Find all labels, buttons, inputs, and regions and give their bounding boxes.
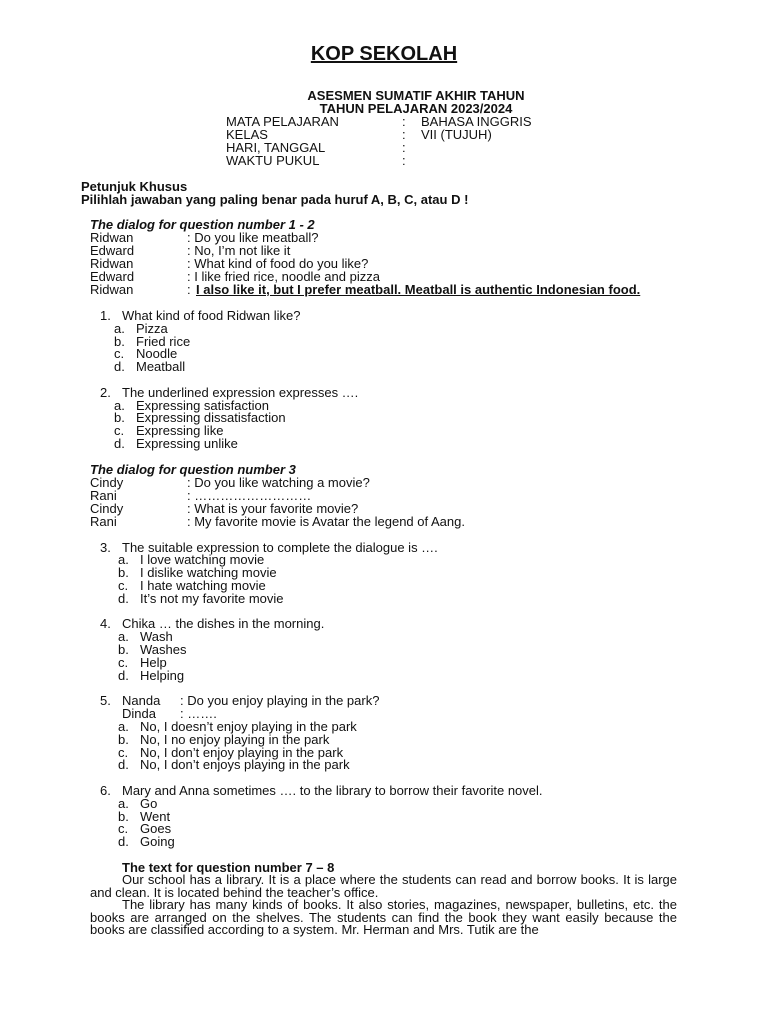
option-letter: b.: [114, 410, 125, 425]
option-text: No, I don’t enjoys playing in the park: [140, 757, 350, 772]
dialog-speaker: Dinda: [122, 706, 156, 721]
info-sep: :: [402, 153, 406, 168]
option-text: No, I no enjoy playing in the park: [140, 732, 330, 747]
info-value-subject: BAHASA INGGRIS: [421, 114, 532, 129]
info-value-class: VII (TUJUH): [421, 127, 492, 142]
question-text: The underlined expression expresses ….: [122, 385, 359, 400]
option-text: Wash: [140, 629, 173, 644]
option-text: Helping: [140, 668, 185, 683]
option-text: I hate watching movie: [140, 578, 266, 593]
question-text: The suitable expression to complete the dialogue is ….: [122, 540, 438, 555]
dialog-speaker: Ridwan: [90, 282, 134, 297]
option-letter: a.: [118, 629, 129, 644]
info-label-subject: MATA PELAJARAN: [226, 114, 339, 129]
reading-heading: The text for question number 7 – 8: [122, 860, 335, 875]
option-letter: c.: [118, 821, 129, 836]
option-text: Meatball: [136, 359, 186, 374]
dialog-line: : What kind of food do you like?: [187, 256, 369, 271]
option-letter: d.: [114, 436, 125, 451]
option-letter: c.: [114, 423, 125, 438]
option-letter: d.: [118, 591, 129, 606]
question-number: 3.: [100, 540, 111, 555]
dialog-line: : Do you enjoy playing in the park?: [180, 693, 380, 708]
option-letter: b.: [118, 809, 129, 824]
option-text: Expressing dissatisfaction: [136, 410, 286, 425]
dialog-line: : Do you like watching a movie?: [187, 475, 370, 490]
dialog-colon: :: [187, 282, 191, 297]
option-letter: a.: [118, 796, 129, 811]
option-letter: d.: [118, 757, 129, 772]
option-text: Going: [140, 834, 175, 849]
dialog-speaker: Nanda: [122, 693, 161, 708]
dialog-line: : ………………………: [187, 488, 312, 503]
option-text: Go: [140, 796, 158, 811]
dialog-speaker: Ridwan: [90, 230, 134, 245]
question-text: What kind of food Ridwan like?: [122, 308, 301, 323]
dialog-line: : My favorite movie is Avatar the legend of Aang.: [187, 514, 465, 529]
dialog-speaker: Rani: [90, 488, 117, 503]
option-text: Expressing satisfaction: [136, 398, 269, 413]
option-letter: c.: [118, 745, 129, 760]
exam-title: ASESMEN SUMATIF AKHIR TAHUN: [307, 88, 525, 103]
reading-paragraph-2-text: The library has many kinds of books. It also stories, magazines, newspaper, bulletins, etc. the books are arranged on the shelves. The students can find the book they want easily because the books are classified according to a system. Mr. Herman and Mrs. Tutik are the: [90, 897, 677, 938]
option-letter: d.: [118, 834, 129, 849]
dialog-speaker: Ridwan: [90, 256, 134, 271]
info-label-date: HARI, TANGGAL: [226, 140, 326, 155]
dialog-line: : …….: [180, 706, 217, 721]
dialog-heading: The dialog for question number 1 - 2: [90, 217, 315, 232]
dialog-speaker: Edward: [90, 269, 135, 284]
option-text: Help: [140, 655, 167, 670]
dialog-speaker: Rani: [90, 514, 117, 529]
option-letter: d.: [118, 668, 129, 683]
school-year: TAHUN PELAJARAN 2023/2024: [319, 101, 513, 116]
option-letter: a.: [114, 398, 125, 413]
option-letter: a.: [114, 321, 125, 336]
dialog-line: : What is your favorite movie?: [187, 501, 359, 516]
info-label-class: KELAS: [226, 127, 268, 142]
option-text: No, I don’t enjoy playing in the park: [140, 745, 344, 760]
dialog-line: : No, I’m not like it: [187, 243, 291, 258]
instructions-heading: Petunjuk Khusus: [81, 179, 188, 194]
question-number: 1.: [100, 308, 111, 323]
option-letter: c.: [118, 578, 129, 593]
option-letter: b.: [118, 732, 129, 747]
reading-paragraph-1-text: Our school has a library. It is a place where the students can read and borrow books. It is large and clean. It is located behind the teacher’s office.: [90, 872, 677, 900]
info-sep: :: [402, 127, 406, 142]
option-text: Goes: [140, 821, 172, 836]
info-label-time: WAKTU PUKUL: [226, 153, 320, 168]
option-text: It’s not my favorite movie: [140, 591, 284, 606]
option-text: Fried rice: [136, 334, 191, 349]
question-number: 6.: [100, 783, 111, 798]
question-number: 5.: [100, 693, 111, 708]
school-letterhead: KOP SEKOLAH: [310, 43, 458, 65]
dialog-speaker: Cindy: [90, 475, 124, 490]
option-letter: c.: [114, 346, 125, 361]
dialog-line: : I like fried rice, noodle and pizza: [187, 269, 380, 284]
reading-paragraph-2: [90, 899, 677, 937]
option-letter: b.: [118, 565, 129, 580]
instructions-text: Pilihlah jawaban yang paling benar pada huruf A, B, C, atau D !: [81, 192, 469, 207]
option-letter: c.: [118, 655, 129, 670]
info-sep: :: [402, 140, 406, 155]
option-letter: a.: [118, 719, 129, 734]
option-letter: b.: [114, 334, 125, 349]
option-letter: d.: [114, 359, 125, 374]
option-text: Expressing like: [136, 423, 224, 438]
option-text: No, I doesn’t enjoy playing in the park: [140, 719, 357, 734]
question-number: 2.: [100, 385, 111, 400]
info-sep: :: [402, 114, 406, 129]
dialog-heading: The dialog for question number 3: [90, 462, 296, 477]
dialog-speaker: Cindy: [90, 501, 124, 516]
option-text: Washes: [140, 642, 187, 657]
option-text: I dislike watching movie: [140, 565, 277, 580]
question-text: Mary and Anna sometimes …. to the library to borrow their favorite novel.: [122, 783, 543, 798]
option-text: Went: [140, 809, 171, 824]
question-number: 4.: [100, 616, 111, 631]
option-letter: b.: [118, 642, 129, 657]
underlined-expression: I also like it, but I prefer meatball. Meatball is authentic Indonesian food.: [196, 282, 641, 297]
option-text: I love watching movie: [140, 552, 265, 567]
option-text: Noodle: [136, 346, 178, 361]
option-text: Pizza: [136, 321, 168, 336]
option-letter: a.: [118, 552, 129, 567]
question-text: Chika … the dishes in the morning.: [122, 616, 325, 631]
option-text: Expressing unlike: [136, 436, 238, 451]
reading-paragraph-1: [90, 874, 677, 899]
dialog-line: : Do you like meatball?: [187, 230, 319, 245]
dialog-speaker: Edward: [90, 243, 135, 258]
